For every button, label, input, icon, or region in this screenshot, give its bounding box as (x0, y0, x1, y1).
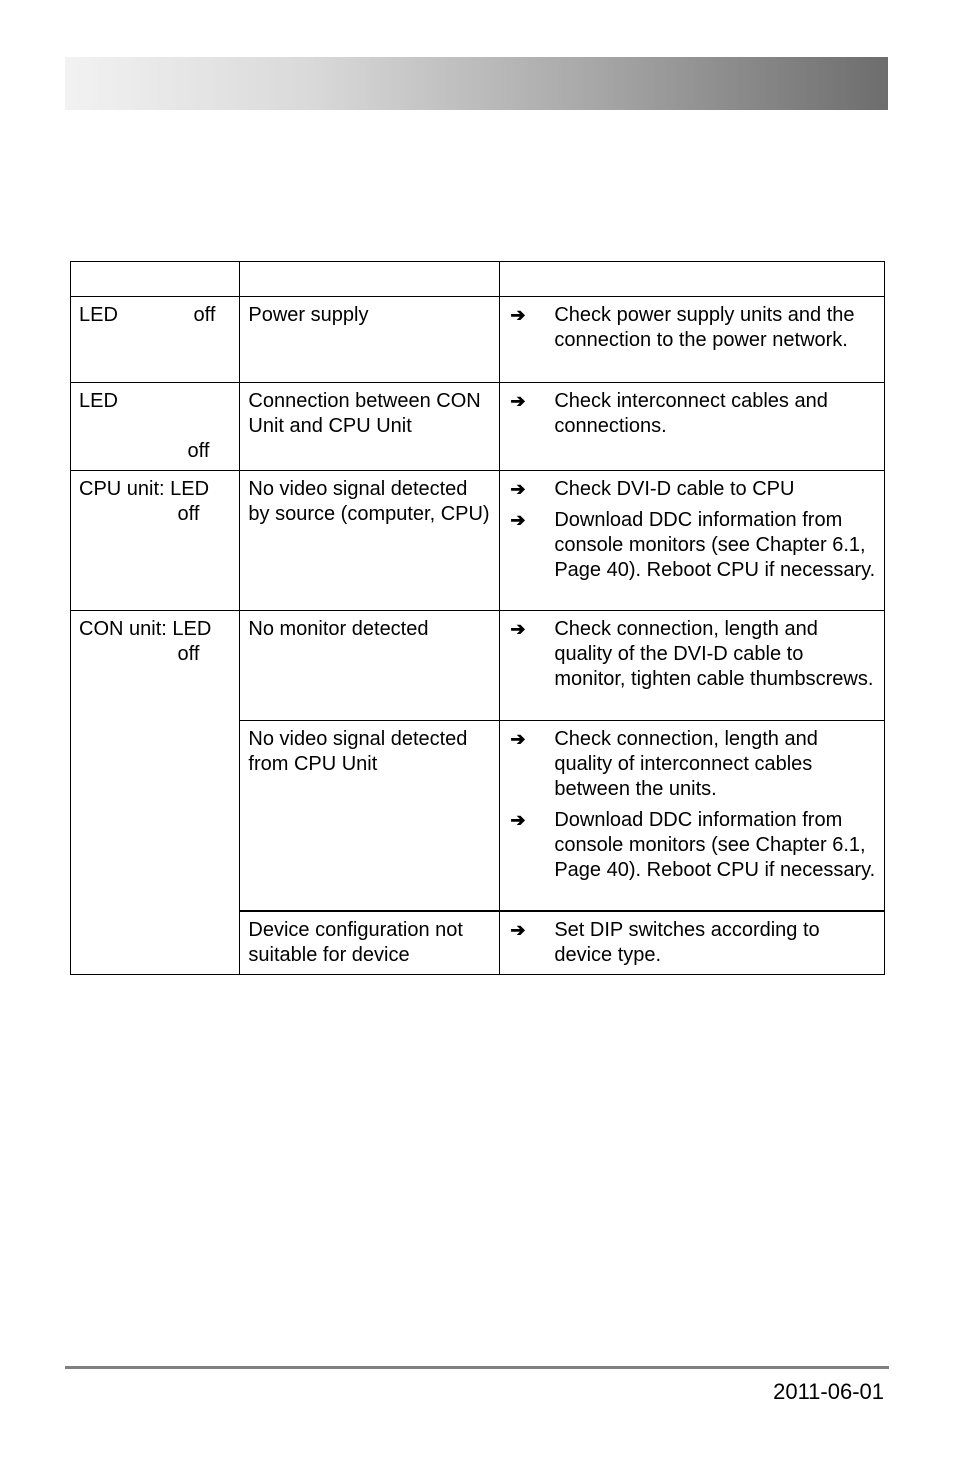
status-cell (71, 297, 240, 383)
status-cell (71, 611, 240, 975)
led-label: CON unit: LED (79, 618, 212, 640)
arrow-right-icon: ➔ (510, 479, 526, 499)
remedy-cell (500, 911, 885, 975)
led-label: LED (79, 390, 118, 412)
remedy-cell (500, 471, 885, 611)
remedy-cell (500, 297, 885, 383)
remedy-cell (500, 611, 885, 721)
remedy-item: ➔ Download DDC information from console monitors (see Chapter 6.1, Page 40). Reboot CPU if necessary. (510, 809, 876, 881)
remedy-item: ➔ Check DVI-D cable to CPU (510, 478, 795, 500)
remedy-cell (500, 383, 885, 471)
cause-cell: Power supply (240, 297, 500, 383)
footer-date: 2011-06-01 (773, 1379, 884, 1404)
remedy-item: ➔ Download DDC information from console monitors (see Chapter 6.1, Page 40). Reboot CPU if necessary. (510, 509, 876, 581)
header-cell-status (71, 262, 240, 297)
cause-cell: Device configuration not suitable for device (240, 911, 500, 975)
header-cell-cause (240, 262, 500, 297)
remedy-item: ➔ Set DIP switches according to device type. (510, 918, 820, 966)
header-bar (65, 57, 888, 110)
cause-cell: Connection between CON Unit and CPU Unit (240, 383, 500, 471)
status-cell (71, 471, 240, 611)
arrow-right-icon: ➔ (510, 729, 526, 749)
table-header-row (71, 262, 885, 297)
led-state: off (177, 643, 200, 665)
led-state: off (177, 503, 200, 525)
table-row (71, 611, 885, 721)
remedy-cell (500, 721, 885, 911)
arrow-right-icon: ➔ (510, 305, 526, 325)
led-label: CPU unit: LED (79, 478, 210, 500)
header-cell-remedy (500, 262, 885, 297)
remedy-item: ➔ Check interconnect cables and connections. (510, 390, 828, 437)
arrow-right-icon: ➔ (510, 619, 526, 639)
led-state: off (187, 440, 210, 462)
arrow-right-icon: ➔ (510, 510, 526, 530)
table-row (71, 297, 885, 383)
led-label: LED (79, 304, 118, 326)
status-cell (71, 383, 240, 471)
cause-cell: No monitor detected (240, 611, 500, 721)
table-row (71, 383, 885, 471)
table-row (71, 471, 885, 611)
remedy-item: ➔ Check connection, length and quality of the DVI-D cable to monitor, tighten cable thumbscrews. (510, 618, 874, 690)
footer-divider (65, 1366, 889, 1369)
diagnostics-table (70, 261, 885, 975)
cause-cell: No video signal detected from CPU Unit (240, 721, 500, 911)
arrow-right-icon: ➔ (510, 810, 526, 830)
remedy-item: ➔ Check connection, length and quality of interconnect cables between the units. (510, 728, 818, 800)
led-state: off (193, 304, 216, 326)
arrow-right-icon: ➔ (510, 391, 526, 411)
remedy-item: ➔ Check power supply units and the connection to the power network. (510, 304, 855, 351)
cause-cell: No video signal detected by source (computer, CPU) (240, 471, 500, 611)
arrow-right-icon: ➔ (510, 919, 526, 940)
